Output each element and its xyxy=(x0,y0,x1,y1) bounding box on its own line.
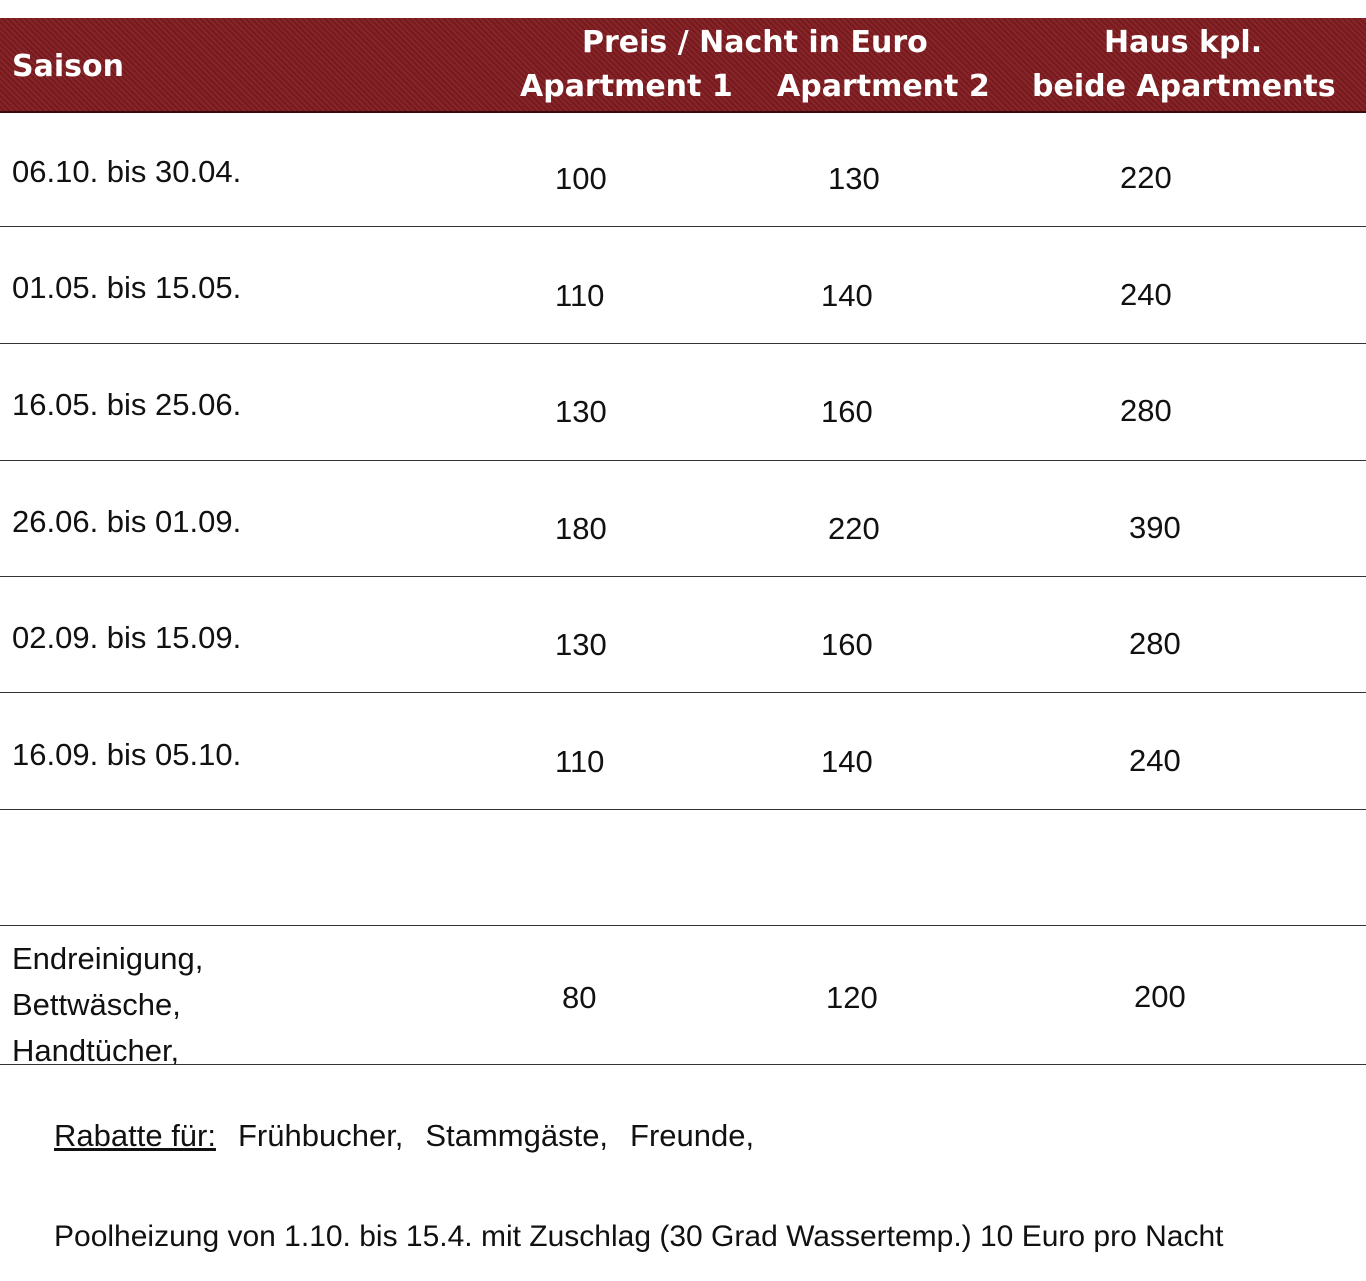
row-divider xyxy=(0,576,1366,577)
price-apartment-2: 140 xyxy=(821,278,873,313)
price-apartment-2: 130 xyxy=(828,161,880,196)
price-haus: 390 xyxy=(1129,510,1181,545)
price-apartment-1: 180 xyxy=(555,511,607,546)
header-preis: Preis / Nacht in Euro xyxy=(582,25,928,60)
table-header xyxy=(0,18,1366,113)
header-saison: Saison xyxy=(12,49,124,84)
discount-item: Stammgäste, xyxy=(425,1118,609,1153)
season-cell: 06.10. bis 30.04. xyxy=(12,154,242,189)
cleaning-apartment-1: 80 xyxy=(562,980,597,1015)
row-divider xyxy=(0,343,1366,344)
row-divider xyxy=(0,1064,1366,1065)
season-cell: 01.05. bis 15.05. xyxy=(12,270,242,305)
price-apartment-1: 110 xyxy=(555,278,605,313)
price-apartment-2: 220 xyxy=(828,511,880,546)
season-cell: 26.06. bis 01.09. xyxy=(12,504,242,539)
price-apartment-1: 130 xyxy=(555,394,607,429)
pool-heating-note: Poolheizung von 1.10. bis 15.4. mit Zuschlag (30 Grad Wassertemp.) 10 Euro pro Nacht xyxy=(54,1220,1224,1253)
row-divider xyxy=(0,460,1366,461)
row-divider xyxy=(0,925,1366,926)
header-haus: Haus kpl. xyxy=(1104,25,1263,60)
season-cell: 16.05. bis 25.06. xyxy=(12,387,242,422)
header-beide-apartments: beide Apartments xyxy=(1032,69,1336,104)
price-apartment-1: 130 xyxy=(555,627,607,662)
price-haus: 280 xyxy=(1129,626,1181,661)
discount-item: Frühbucher, xyxy=(237,1118,404,1153)
row-divider xyxy=(0,226,1366,227)
price-haus: 240 xyxy=(1129,743,1181,778)
header-apartment-2: Apartment 2 xyxy=(777,69,990,104)
row-divider xyxy=(0,692,1366,693)
price-apartment-2: 140 xyxy=(821,744,873,779)
cleaning-line: Handtücher, xyxy=(12,1033,180,1068)
cleaning-apartment-2: 120 xyxy=(826,980,878,1015)
price-apartment-1: 100 xyxy=(555,161,607,196)
cleaning-label xyxy=(12,936,203,1074)
cleaning-line: Endreinigung, xyxy=(12,941,204,976)
price-haus: 280 xyxy=(1120,393,1172,428)
season-cell: 16.09. bis 05.10. xyxy=(12,737,242,772)
season-cell: 02.09. bis 15.09. xyxy=(12,620,242,655)
price-apartment-1: 110 xyxy=(555,744,605,779)
discounts-label: Rabatte für: xyxy=(54,1118,216,1153)
discount-item: Freunde, xyxy=(630,1118,755,1153)
price-apartment-2: 160 xyxy=(821,627,873,662)
cleaning-haus: 200 xyxy=(1134,979,1186,1014)
header-apartment-1: Apartment 1 xyxy=(520,69,733,104)
price-haus: 240 xyxy=(1120,277,1172,312)
price-haus: 220 xyxy=(1120,160,1172,195)
cleaning-line: Bettwäsche, xyxy=(12,987,181,1022)
price-apartment-2: 160 xyxy=(821,394,873,429)
discounts-line xyxy=(54,1120,754,1151)
row-divider xyxy=(0,809,1366,810)
